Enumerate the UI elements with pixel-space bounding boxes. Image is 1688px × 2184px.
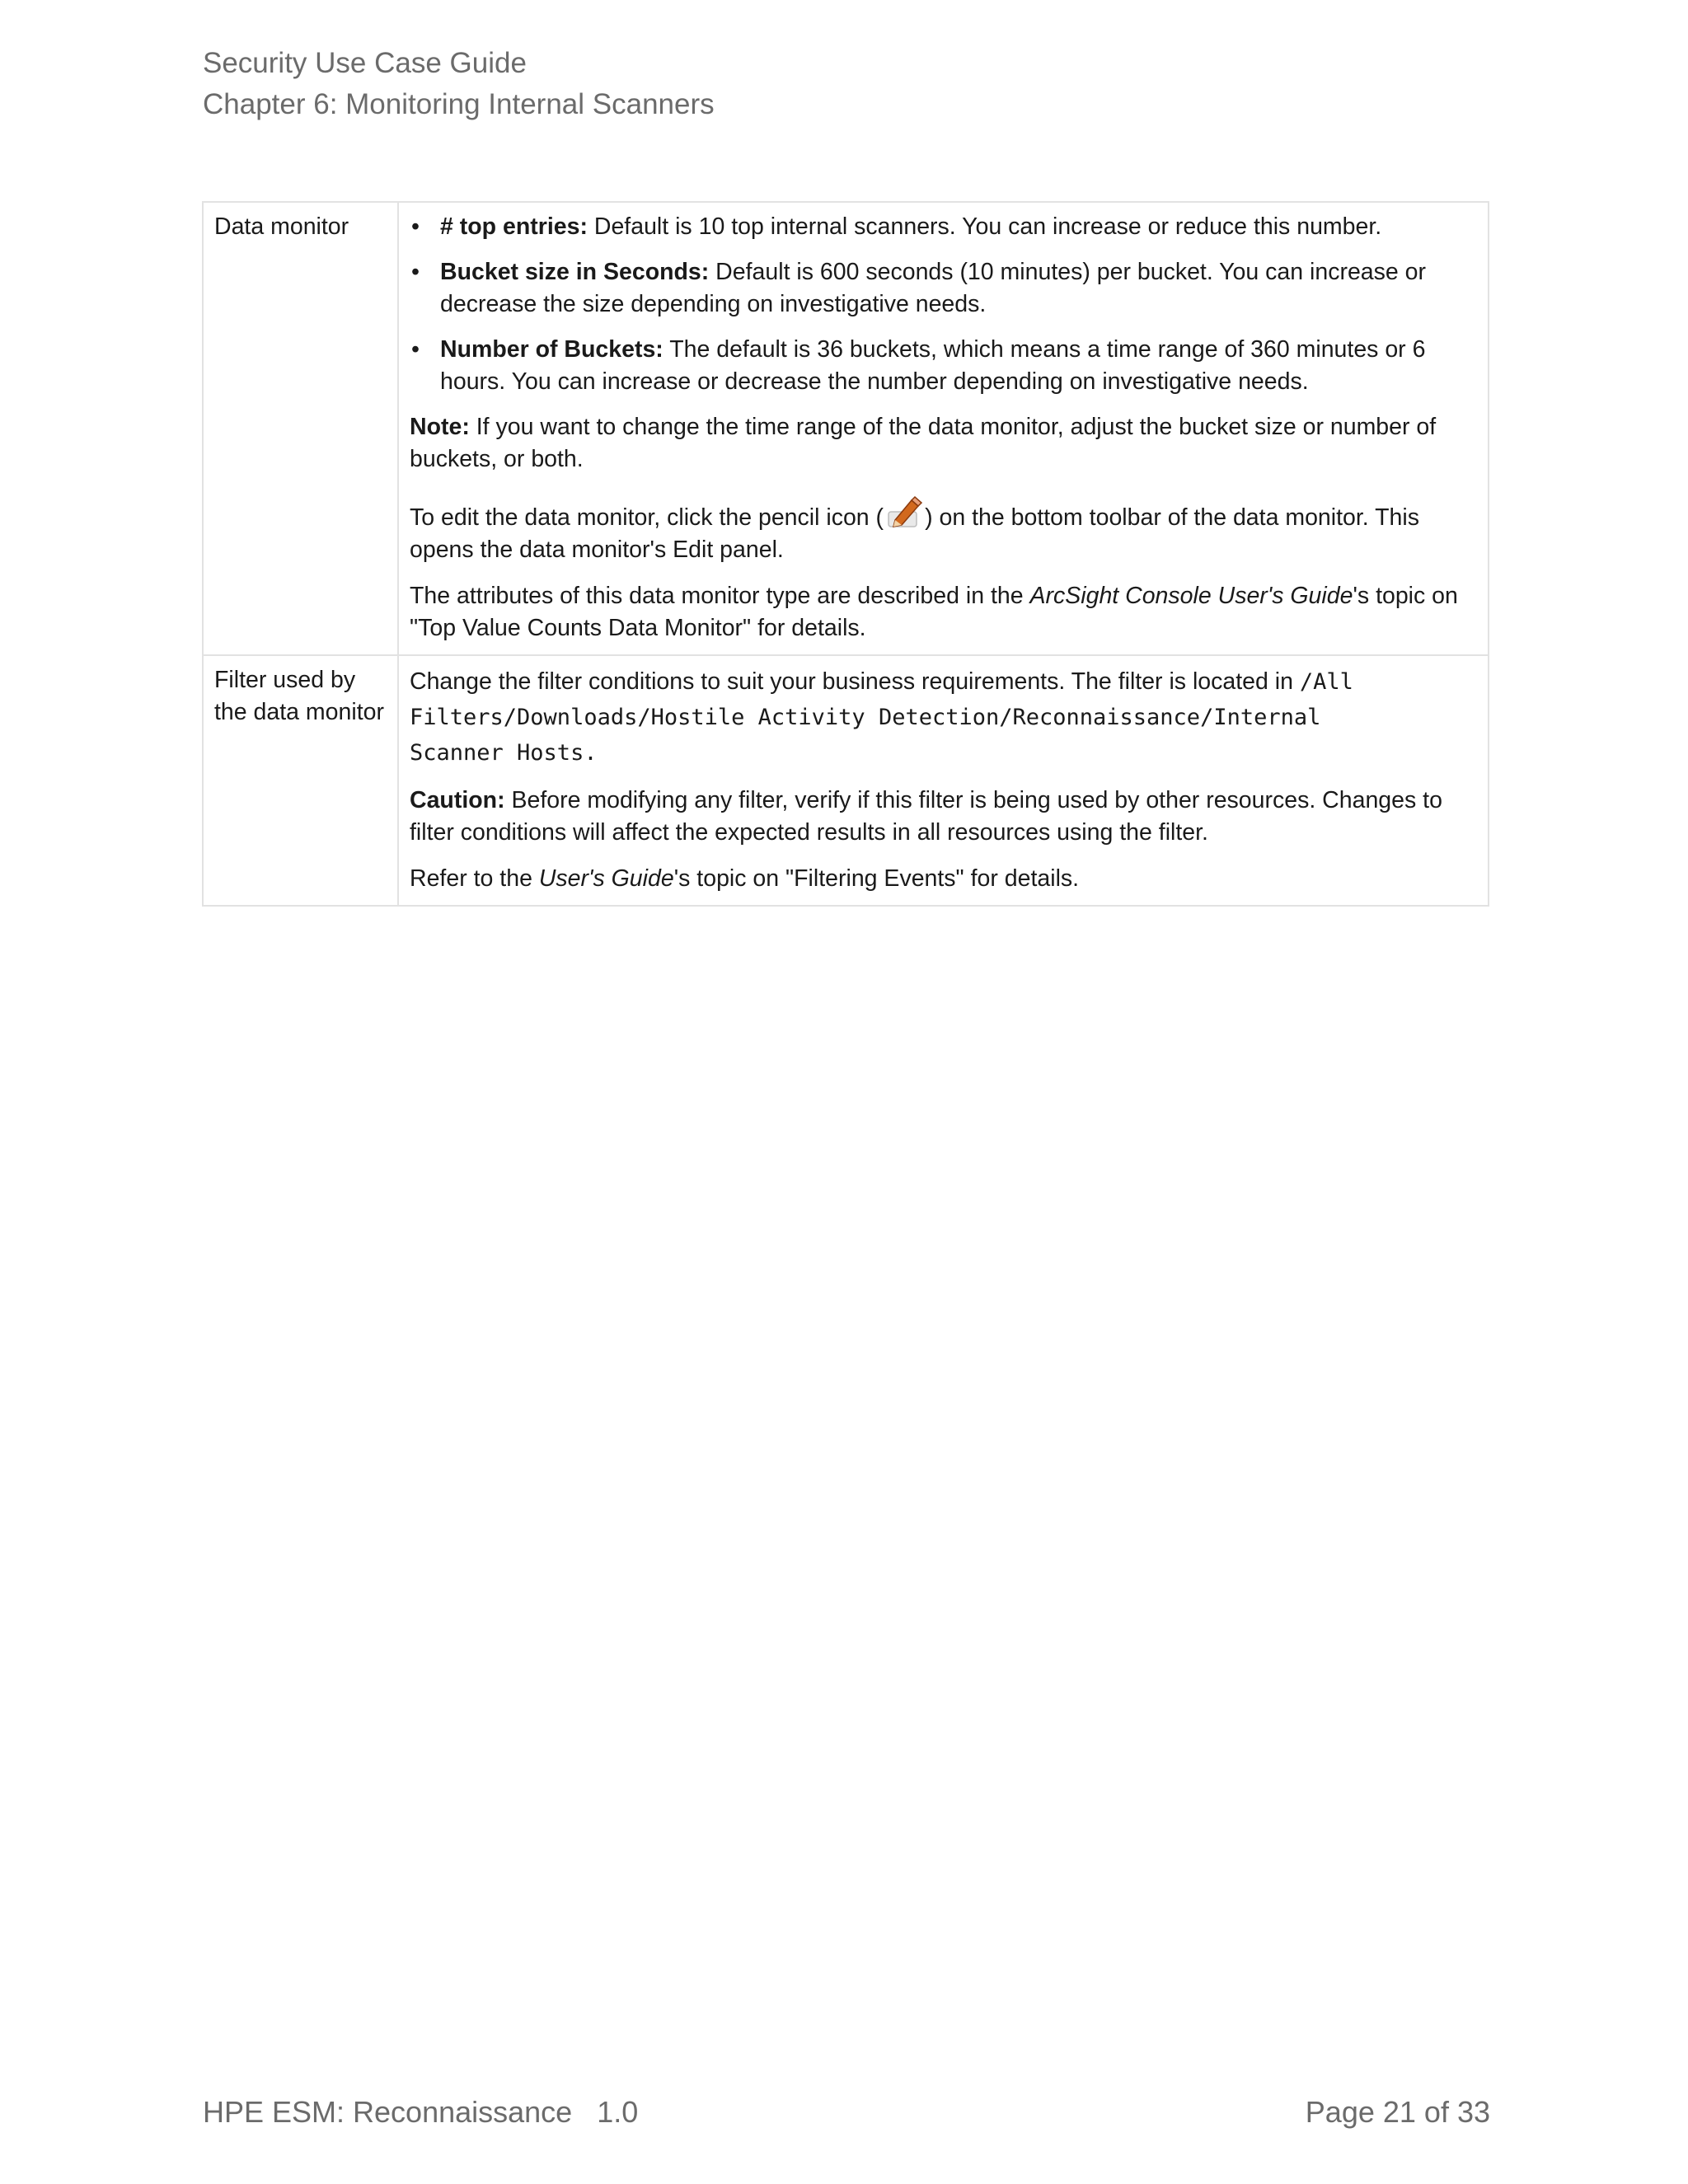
caution-paragraph	[410, 785, 1478, 849]
bullet-icon: •	[411, 336, 420, 363]
configuration-table	[202, 201, 1489, 907]
row-content	[398, 655, 1489, 906]
term: Number of Buckets:	[440, 336, 663, 363]
filter-text-start: Change the filter conditions to suit your business requirements. The filter is located in	[410, 668, 1300, 695]
description: Default is 10 top internal scanners. You can increase or reduce this number.	[587, 213, 1382, 240]
attributes-text-end: 's topic on "Top Value Counts Data Monitor" for details.	[410, 583, 1458, 641]
edit-text-start: To edit the data monitor, click the pencil icon (	[410, 504, 884, 531]
note-label: Note:	[410, 414, 470, 440]
filter-path-part3: Scanner Hosts	[410, 740, 584, 766]
filter-path-end: .	[584, 740, 598, 766]
attributes-text-start: The attributes of this data monitor type are described in the	[410, 583, 1030, 609]
note-text: If you want to change the time range of the data monitor, adjust the bucket size or number of buckets, or both.	[410, 414, 1437, 472]
description: Default is 600 seconds (10 minutes) per bucket. You can increase or decrease the size depending on investigative needs.	[440, 259, 1427, 317]
parameter-list	[410, 211, 1478, 398]
note-paragraph	[410, 411, 1478, 476]
table-row	[203, 202, 1489, 655]
chapter-title: Chapter 6: Monitoring Internal Scanners	[203, 88, 715, 120]
refer-text-end: 's topic on "Filtering Events" for details.	[673, 865, 1080, 892]
row-label: Filter used by the data monitor	[203, 655, 398, 906]
term: Bucket size in Seconds:	[440, 259, 710, 285]
filter-path-part2: Filters/Downloads/Hostile Activity Detection/Reconnaissance/Internal	[410, 705, 1321, 730]
list-item	[410, 211, 1478, 243]
page-number: Page 21 of 33	[1305, 2095, 1490, 2129]
refer-text-start: Refer to the	[410, 865, 539, 892]
term: # top entries:	[440, 213, 588, 240]
refer-paragraph	[410, 863, 1478, 895]
bullet-icon: •	[411, 213, 420, 240]
filter-paragraph	[410, 664, 1478, 771]
caution-text: Before modifying any filter, verify if this filter is being used by other resources. Changes to filter conditions will affect the expected results in all resources using the filter.	[410, 787, 1442, 846]
guide-reference: User's Guide	[538, 865, 674, 892]
row-content	[398, 202, 1489, 655]
edit-paragraph	[410, 495, 1478, 566]
page-footer	[203, 2092, 1490, 2133]
bullet-icon: •	[411, 259, 420, 285]
list-item	[410, 334, 1478, 398]
filter-path-part1: /All	[1299, 669, 1353, 695]
edit-text-end: ) on the bottom toolbar of the data monitor. This opens the data monitor's Edit panel.	[410, 504, 1419, 563]
guide-title: Security Use Case Guide	[203, 47, 527, 79]
product-version: HPE ESM: Reconnaissance 1.0	[203, 2095, 639, 2129]
attributes-paragraph	[410, 580, 1478, 644]
caution-label: Caution:	[410, 787, 505, 813]
description: The default is 36 buckets, which means a time range of 360 minutes or 6 hours. You can increase or decrease the number depending on investigative needs.	[440, 336, 1426, 395]
list-item	[410, 256, 1478, 321]
page-header	[203, 43, 715, 125]
row-label: Data monitor	[203, 202, 398, 655]
guide-reference: ArcSight Console User's Guide	[1029, 583, 1353, 609]
table-row	[203, 655, 1489, 906]
pencil-icon	[884, 495, 925, 530]
